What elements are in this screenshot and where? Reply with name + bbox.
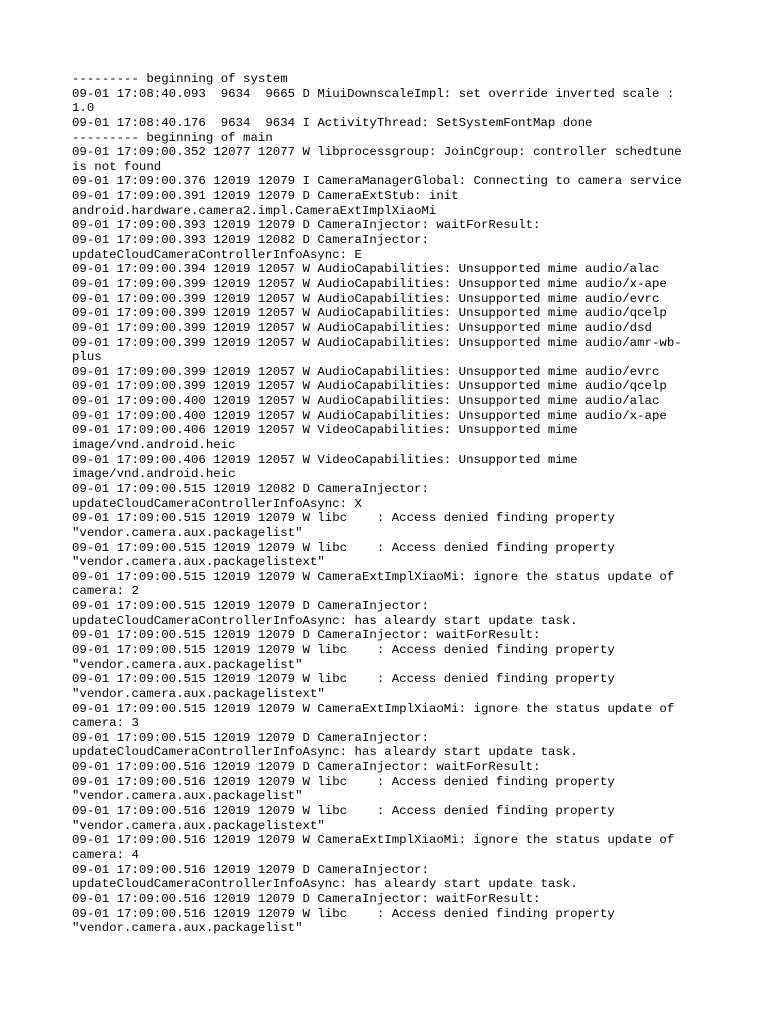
log-line: image/vnd.android.heic <box>72 467 236 482</box>
log-line: 09-01 17:09:00.516 12019 12079 D CameraInjector: waitForResult: <box>72 760 541 775</box>
log-line: 09-01 17:09:00.406 12019 12057 W VideoCapabilities: Unsupported mime <box>72 423 578 438</box>
log-line: plus <box>72 350 102 365</box>
log-line: 09-01 17:09:00.400 12019 12057 W AudioCapabilities: Unsupported mime audio/x-ape <box>72 408 667 423</box>
log-line: camera: 4 <box>72 847 139 862</box>
log-line: 09-01 17:09:00.515 12019 12079 D CameraInjector: waitForResult: <box>72 628 541 643</box>
log-line: 09-01 17:09:00.515 12019 12079 W libc : Access denied finding property <box>72 511 615 526</box>
log-line: 09-01 17:08:40.176 9634 9634 I ActivityThread: SetSystemFontMap done <box>72 115 593 130</box>
log-line: updateCloudCameraControllerInfoAsync: X <box>72 496 362 511</box>
log-line: 09-01 17:09:00.352 12077 12077 W libprocessgroup: JoinCgroup: controller schedtune <box>72 145 682 160</box>
log-output <box>72 72 712 936</box>
log-line: 09-01 17:09:00.515 12019 12079 D CameraInjector: <box>72 730 429 745</box>
log-line: 09-01 17:09:00.516 12019 12079 W libc : Access denied finding property <box>72 774 615 789</box>
log-line: 09-01 17:09:00.516 12019 12079 W libc : Access denied finding property <box>72 906 615 921</box>
log-line: "vendor.camera.aux.packagelist" <box>72 657 303 672</box>
log-line: 09-01 17:09:00.399 12019 12057 W AudioCapabilities: Unsupported mime audio/evrc <box>72 291 660 306</box>
log-line: 09-01 17:09:00.400 12019 12057 W AudioCapabilities: Unsupported mime audio/alac <box>72 394 660 409</box>
log-line: updateCloudCameraControllerInfoAsync: has aleardy start update task. <box>72 745 578 760</box>
log-line: 09-01 17:09:00.406 12019 12057 W VideoCapabilities: Unsupported mime <box>72 452 578 467</box>
log-line: 09-01 17:09:00.399 12019 12057 W AudioCapabilities: Unsupported mime audio/x-ape <box>72 276 667 291</box>
log-line: 09-01 17:09:00.516 12019 12079 D CameraInjector: waitForResult: <box>72 891 541 906</box>
log-line: camera: 3 <box>72 716 139 731</box>
log-line: "vendor.camera.aux.packagelistext" <box>72 686 325 701</box>
log-line: "vendor.camera.aux.packagelistext" <box>72 555 325 570</box>
log-line: 09-01 17:09:00.399 12019 12057 W AudioCapabilities: Unsupported mime audio/evrc <box>72 364 660 379</box>
log-line: image/vnd.android.heic <box>72 438 236 453</box>
log-line: "vendor.camera.aux.packagelist" <box>72 789 303 804</box>
log-line: 09-01 17:09:00.399 12019 12057 W AudioCapabilities: Unsupported mime audio/dsd <box>72 320 652 335</box>
log-line: "vendor.camera.aux.packagelist" <box>72 525 303 540</box>
log-line: 09-01 17:09:00.516 12019 12079 D CameraInjector: <box>72 862 429 877</box>
log-line: 09-01 17:09:00.393 12019 12082 D CameraInjector: <box>72 233 429 248</box>
log-line: 09-01 17:09:00.516 12019 12079 W libc : Access denied finding property <box>72 804 615 819</box>
log-line: 09-01 17:09:00.516 12019 12079 W CameraExtImplXiaoMi: ignore the status update of <box>72 833 675 848</box>
log-line: updateCloudCameraControllerInfoAsync: has aleardy start update task. <box>72 613 578 628</box>
log-line: updateCloudCameraControllerInfoAsync: E <box>72 247 362 262</box>
log-line: android.hardware.camera2.impl.CameraExtImplXiaoMi <box>72 203 437 218</box>
log-line: is not found <box>72 159 162 174</box>
log-line: 09-01 17:08:40.093 9634 9665 D MiuiDownscaleImpl: set override inverted scale : <box>72 86 675 101</box>
log-line: camera: 2 <box>72 584 139 599</box>
log-line: 09-01 17:09:00.515 12019 12079 W CameraExtImplXiaoMi: ignore the status update of <box>72 701 675 716</box>
log-line: 09-01 17:09:00.515 12019 12079 W CameraExtImplXiaoMi: ignore the status update of <box>72 569 675 584</box>
log-line: 09-01 17:09:00.515 12019 12082 D CameraInjector: <box>72 481 429 496</box>
log-line: --------- beginning of system <box>72 72 288 86</box>
log-line: 09-01 17:09:00.399 12019 12057 W AudioCapabilities: Unsupported mime audio/amr-wb- <box>72 335 682 350</box>
log-line: 09-01 17:09:00.376 12019 12079 I CameraManagerGlobal: Connecting to camera service <box>72 174 682 189</box>
log-line: --------- beginning of main <box>72 130 273 145</box>
log-line: 09-01 17:09:00.515 12019 12079 W libc : Access denied finding property <box>72 672 615 687</box>
log-line: "vendor.camera.aux.packagelist" <box>72 921 303 936</box>
log-line: 09-01 17:09:00.399 12019 12057 W AudioCapabilities: Unsupported mime audio/qcelp <box>72 306 667 321</box>
log-line: updateCloudCameraControllerInfoAsync: has aleardy start update task. <box>72 877 578 892</box>
log-line: 1.0 <box>72 101 95 116</box>
log-line: "vendor.camera.aux.packagelistext" <box>72 818 325 833</box>
log-line: 09-01 17:09:00.515 12019 12079 D CameraInjector: <box>72 599 429 614</box>
log-line: 09-01 17:09:00.399 12019 12057 W AudioCapabilities: Unsupported mime audio/qcelp <box>72 379 667 394</box>
log-line: 09-01 17:09:00.394 12019 12057 W AudioCapabilities: Unsupported mime audio/alac <box>72 262 660 277</box>
log-line: 09-01 17:09:00.391 12019 12079 D CameraExtStub: init <box>72 189 459 204</box>
log-line: 09-01 17:09:00.515 12019 12079 W libc : Access denied finding property <box>72 540 615 555</box>
log-line: 09-01 17:09:00.393 12019 12079 D CameraInjector: waitForResult: <box>72 218 541 233</box>
log-line: 09-01 17:09:00.515 12019 12079 W libc : Access denied finding property <box>72 642 615 657</box>
